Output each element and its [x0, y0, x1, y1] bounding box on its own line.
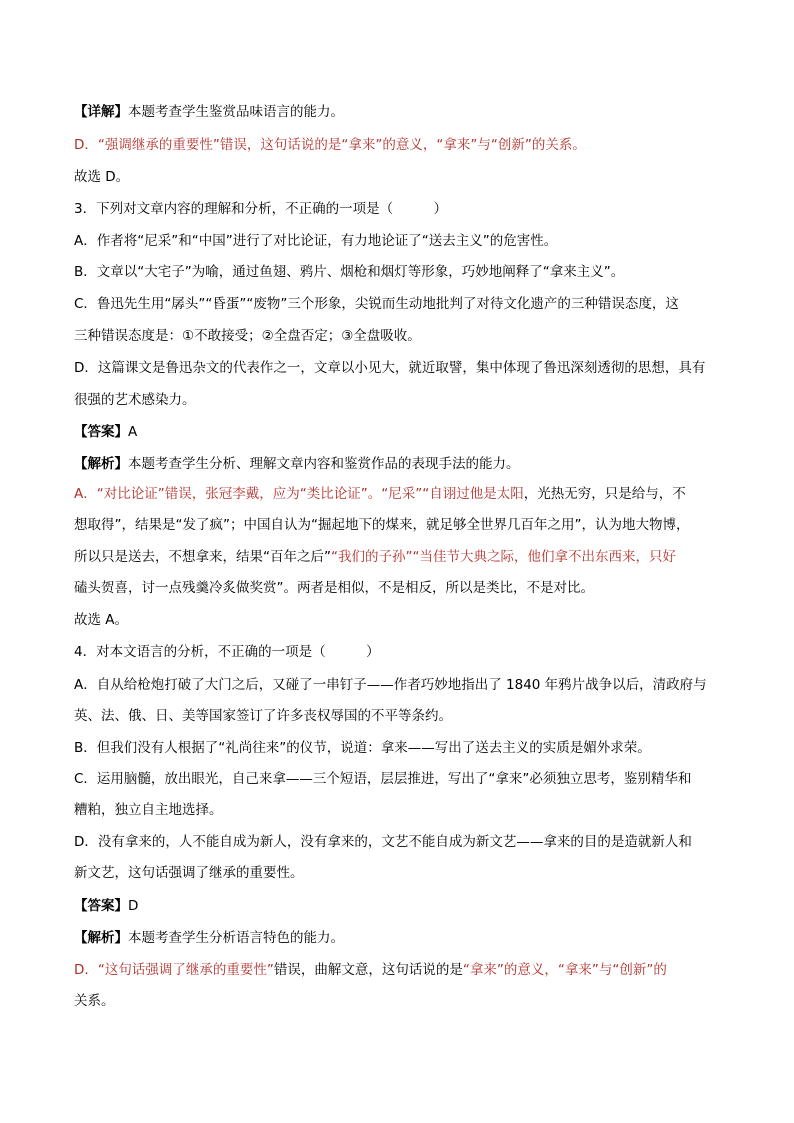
text-run: 糟粕，独立自主地选择。: [74, 802, 223, 818]
text-line: [74, 929, 344, 947]
text-run: 本题考查学生分析语言特色的能力。: [128, 930, 344, 946]
text-run: ，光热无穷，只是给与，不: [523, 486, 686, 502]
text-line: [74, 801, 223, 819]
text-line: [74, 548, 676, 566]
text-run: D: [128, 898, 139, 914]
text-line: [74, 833, 692, 851]
text-run: 本题考查学生鉴赏品味语言的能力。: [128, 104, 344, 120]
text-line: [74, 295, 679, 313]
text-line: [74, 770, 691, 788]
text-line: [74, 359, 705, 377]
text-run: 3．下列对文章内容的理解和分析，不正确的一项是（ ）: [74, 201, 448, 217]
text-run: 关系。: [74, 993, 115, 1009]
text-line: [74, 897, 138, 915]
section-label: 【答案】: [74, 424, 128, 440]
text-run: D．这篇课文是鲁迅杂文的代表作之一，文章以小见大，就近取譬，集中体现了鲁迅深刻透彻的思想，具有: [74, 360, 706, 376]
text-line: [74, 168, 129, 186]
text-run: C．运用脑髓，放出眼光，自己来拿——三个短语，层层推进，写出了“拿来”必须独立思考，鉴别精华和: [74, 771, 692, 787]
text-run: A．自从给枪炮打破了大门之后，又碰了一串钉子——作者巧妙地指出了 1840 年鸦片战争以后，清政府与: [74, 677, 707, 693]
text-run: B．但我们没有人根据了“礼尚往来”的仪节，说道：拿来——写出了送去主义的实质是媚外求荣。: [74, 740, 651, 756]
text-run: 故选 A。: [74, 612, 129, 628]
text-run: 新文艺，这句话强调了继承的重要性。: [74, 865, 304, 881]
highlighted-text: D．“强调继承的重要性”错误，这句话说的是“拿来”的意义，“拿来”与“创新”的关系。: [74, 137, 586, 153]
text-line: [74, 676, 707, 694]
text-run: 英、法、俄、日、美等国家签订了许多丧权辱国的不平等条约。: [74, 708, 452, 724]
text-line: [74, 103, 344, 121]
text-line: [74, 707, 452, 725]
text-run: A．作者将“尼采”和“中国”进行了对比论证，有力地论证了“送去主义”的危害性。: [74, 233, 558, 249]
text-line: [74, 423, 137, 441]
highlighted-text: A．“对比论证”错误，张冠李戴，应为“类比论证”。“尼采”“自诩过他是太阳: [74, 486, 524, 502]
text-line: [74, 263, 624, 281]
text-line: [74, 485, 686, 503]
text-run: B．文章以“大宅子”为喻，通过鱼翅、鸦片、烟枪和烟灯等形象，巧妙地阐释了“拿来主义”。: [74, 264, 625, 280]
text-line: [74, 327, 421, 345]
highlighted-text: “我们的子孙”“当佳节大典之际，他们拿不出东西来，只好: [331, 549, 676, 565]
text-line: [74, 232, 557, 250]
highlighted-text: “拿来”的意义，“拿来”与“创新”的: [462, 962, 667, 978]
text-line: [74, 739, 651, 757]
highlighted-text: D．“这句话强调了继承的重要性”: [74, 962, 274, 978]
text-run: 磕头贺喜，讨一点残羹冷炙做奖赏”。两者是相似，不是相反，所以是类比，不是对比。: [74, 580, 594, 596]
text-line: [74, 992, 115, 1010]
text-run: D．没有拿来的，人不能自成为新人，没有拿来的，文艺不能自成为新文艺——拿来的目的是造就新人和: [74, 834, 692, 850]
text-run: 想取得”，结果是“发了疯”；中国自认为“掘起地下的煤来，就足够全世界几百年之用”，认为地大物博，: [74, 517, 690, 533]
text-line: [74, 200, 447, 218]
text-line: [74, 516, 689, 534]
text-run: 很强的艺术感染力。: [74, 392, 196, 408]
text-line: [74, 864, 304, 882]
text-run: A: [128, 424, 138, 440]
text-line: [74, 643, 380, 661]
text-run: 三种错误态度是：①不敢接受；②全盘否定；③全盘吸收。: [74, 328, 421, 344]
text-line: [74, 961, 667, 979]
section-label: 【解析】: [74, 930, 128, 946]
text-run: 所以只是送去，不想拿来，结果“百年之后”: [74, 549, 331, 565]
section-label: 【答案】: [74, 898, 128, 914]
text-line: [74, 136, 586, 154]
section-label: 【详解】: [74, 104, 128, 120]
text-run: 错误，曲解文意，这句话说的是: [273, 962, 463, 978]
text-run: C．鲁迅先生用“孱头”“昏蛋”“废物”三个形象，尖锐而生动地批判了对待文化遗产的三种错误态度，这: [74, 296, 679, 312]
text-line: [74, 611, 128, 629]
text-run: 本题考查学生分析、理解文章内容和鉴赏作品的表现手法的能力。: [128, 456, 520, 472]
text-run: 故选 D。: [74, 169, 130, 185]
text-line: [74, 455, 520, 473]
text-line: [74, 391, 196, 409]
text-line: [74, 579, 594, 597]
section-label: 【解析】: [74, 456, 128, 472]
text-run: 4．对本文语言的分析，不正确的一项是（ ）: [74, 644, 380, 660]
